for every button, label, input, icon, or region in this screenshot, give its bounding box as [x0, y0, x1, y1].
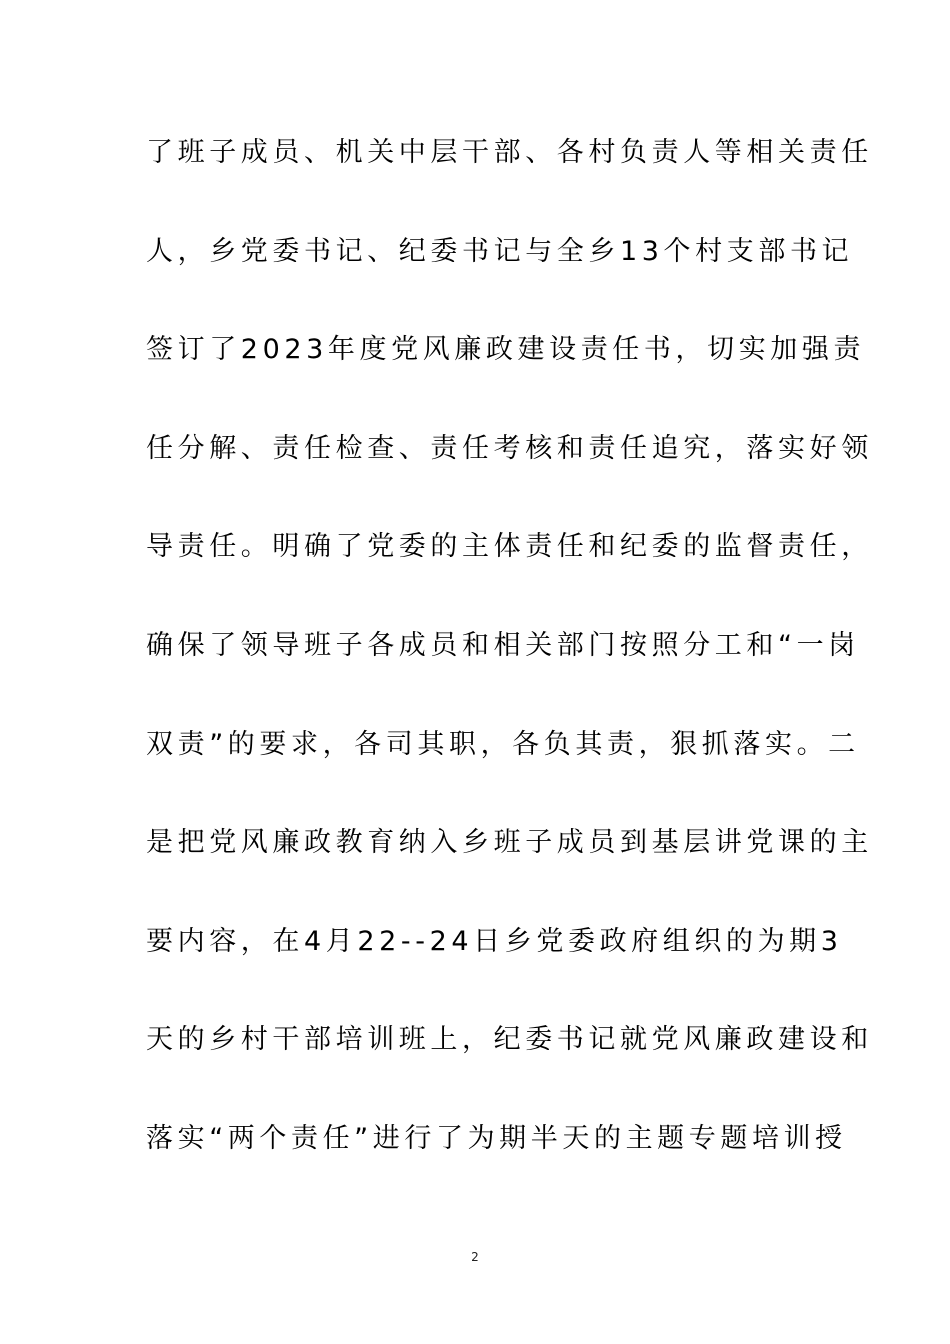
text-line: 是把党风廉政教育纳入乡班子成员到基层讲党课的主 — [146, 827, 873, 859]
text-line: 了班子成员、机关中层干部、各村负责人等相关责任 — [146, 137, 873, 168]
text-line: 确保了领导班子各成员和相关部门按照分工和“一岗 — [146, 629, 860, 661]
body-text — [146, 128, 873, 1213]
text-line: 任分解、责任检查、责任考核和责任追究，落实好领 — [146, 432, 873, 464]
text-line: 导责任。明确了党委的主体责任和纪委的监督责任， — [146, 531, 873, 563]
text-line: 天的乡村干部培训班上，纪委书记就党风廉政建设和 — [146, 1024, 873, 1056]
page-number: 2 — [471, 1250, 479, 1264]
text-line: 人，乡党委书记、纪委书记与全乡13个村支部书记 — [146, 235, 854, 267]
text-line: 要内容，在4月22--24日乡党委政府组织的为期3 — [146, 925, 843, 957]
text-line: 落实“两个责任”进行了为期半天的主题专题培训授 — [146, 1122, 847, 1154]
text-line: 双责”的要求，各司其职，各负其责，狠抓落实。二 — [146, 728, 860, 760]
text-line: 签订了2023年度党风廉政建设责任书，切实加强责 — [146, 334, 866, 366]
